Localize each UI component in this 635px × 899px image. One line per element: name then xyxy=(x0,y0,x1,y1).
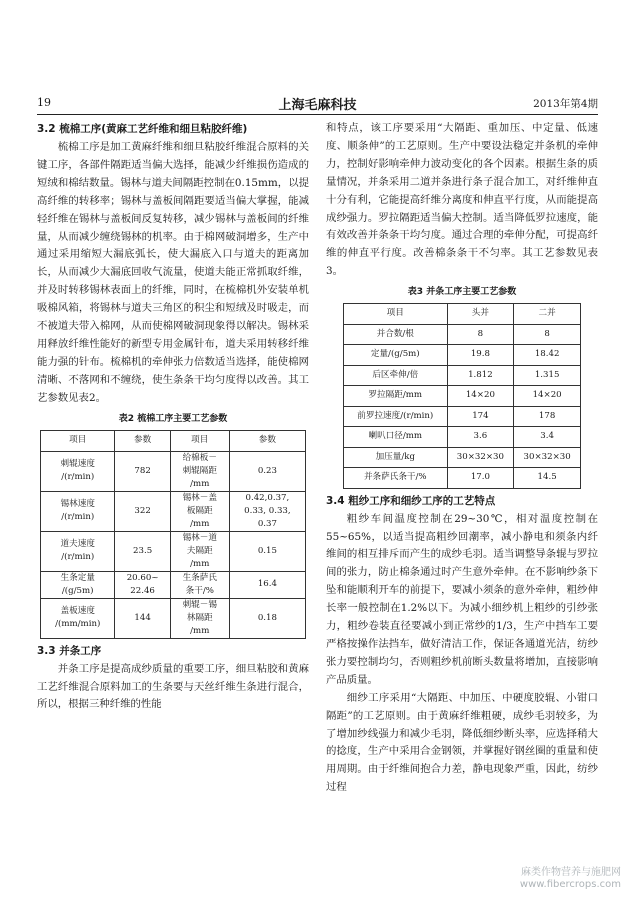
table-row xyxy=(41,451,306,491)
table-row xyxy=(344,386,581,407)
section-3-4-paragraph-2: 细纱工序采用“大隔距、中加压、中硬度胶辊、小钳口隔距”的工艺原则。由于黄麻纤维粗硬，成纱毛羽较多，为了增加纱线强力和减少毛羽，降低细纱断头率，应选择稍大的捻度，生产中采用合金钢领，并掌握好钢丝圈的重量和使用周期。由于纤维间抱合力差，静电现象严重，因此，纺纱过程 xyxy=(326,691,598,794)
table-cell: 1.315 xyxy=(514,365,581,386)
table-cell: 17.0 xyxy=(447,468,514,489)
table-cell: 174 xyxy=(447,406,514,427)
table-row xyxy=(41,531,306,571)
watermark-line-2: www.fibercrops.com xyxy=(519,879,621,890)
table-row xyxy=(344,447,581,468)
table-row xyxy=(41,598,306,638)
table-cell: 加压量/kg xyxy=(344,447,448,468)
table-cell: 锡林－盖 板隔距 /mm xyxy=(170,491,229,531)
table-cell: 并合数/根 xyxy=(344,324,448,345)
table-header-cell: 二并 xyxy=(514,304,581,325)
table-row xyxy=(344,324,581,345)
table-header-row xyxy=(41,430,306,451)
table-cell: 178 xyxy=(514,406,581,427)
table-cell: 1.812 xyxy=(447,365,514,386)
table-cell: 144 xyxy=(115,598,170,638)
section-3-3-title: 3.3 并条工序 xyxy=(37,644,102,657)
table-cell: 并条萨氏条干/% xyxy=(344,468,448,489)
table-cell: 0.23 xyxy=(229,451,305,491)
site-watermark xyxy=(520,867,621,891)
table-cell: 322 xyxy=(115,491,170,531)
table-cell: 0.42,0.37, 0.33, 0.33, 0.37 xyxy=(229,491,305,531)
table-cell: 14.5 xyxy=(514,468,581,489)
table-cell: 30×32×30 xyxy=(514,447,581,468)
table-row xyxy=(344,468,581,489)
section-3-4-paragraph-1: 粗纱车间温度控制在29~30℃，相对温度控制在55~65%，以适当提高粗纱回潮率，减小静电和须条内纤维间的相互排斥而产生的成纱毛羽。适当调整导条辊与罗拉间的张力，防止棉条通过时产生意外牵伸。在不影响纱条下坠和能顺利开车的前提下，要减小须条的意外牵伸，粗纱伸长率一般控制在1.2%以下。为减小细纱机上粗纱的引纱张力，粗纱卷装直径要减小到正常纱的1/3，生产中挡车工要严格按操作法挡车，做好清洁工作，保证各通道光洁，纺纱张力要控制均匀，否则粗纱机前断头数量将增加，直接影响产品质量。 xyxy=(326,512,598,686)
right-column xyxy=(326,120,598,797)
table-cell: 前罗拉速度/(r/min) xyxy=(344,406,448,427)
table-2-caption: 表2 梳棉工序主要工艺参数 xyxy=(118,413,228,424)
table-cell: 0.18 xyxy=(229,598,305,638)
table-cell: 给棉板－ 刺辊隔距 /mm xyxy=(170,451,229,491)
table-cell: 3.4 xyxy=(514,427,581,448)
table-cell: 锡林－道 夫隔距 /mm xyxy=(170,531,229,571)
section-3-3-paragraph-continued: 和特点，该工序要采用“大隔距、重加压、中定量、低速度、顺条伸”的工艺原则。生产中要设法稳定并条机的牵伸力，控制好影响牵伸力波动变化的各个因素。根据生条的质量情况，并条采用二道并条进行条子混合加工，对纤维伸直十分有利，它能提高纤维分离度和伸直平行度，从而能提高成纱强力。罗拉隔距适当偏大控制。适当降低罗拉速度，能有效改善并条条干均匀度。通过合理的牵伸分配，可提高纤维的伸直平行度。改善棉条条干不匀率。其工艺参数见表3。 xyxy=(326,122,598,278)
section-3-2-title: 3.2 梳棉工序(黄麻工艺纤维和细旦粘胶纤维) xyxy=(37,123,248,135)
table-row xyxy=(344,345,581,366)
section-3-2-paragraph: 梳棉工序是加工黄麻纤维和细旦粘胶纤维混合原料的关键工序，各部件隔距适当偏大选择，能减少纤维损伤造成的短绒和棉结数量。锡林与道夫间隔距控制在0.15mm，以提高纤维的转移率；锡林与盖板间隔距要适当偏大掌握，能减轻纤维在锡林与盖板间反复转移，减少锡林与盖板间的纤维量，从而减少缠绕锡林的机率。由于棉网破洞增多，生产中通过采用缩短大漏底弧长，使大漏底入口与道夫的距离加长，从而减少大漏底回收气流量，使道夫能正常抓取纤维，并及时转移锡林表面上的纤维，同时，在梳棉机外安装单机吸棉风箱，将锡林与道夫三角区的积尘和短绒及时吸走，而不被道夫带入棉网，从而使棉网破洞现象得以解决。锡林采用释放纤维性能好的新型专用金属针布，道夫采用转移纤维能力强的针布。梳棉机的牵伸张力倍数适当选择，能使棉网清晰、不落网和不缠绕，使生条条干均匀度得以改善。其工艺参数见表2。 xyxy=(37,141,309,404)
section-3-4-title: 3.4 粗纱工序和细纱工序的工艺特点 xyxy=(326,494,496,507)
table-cell: 锡林速度 /(r/min) xyxy=(41,491,115,531)
table-cell: 刺辊速度 /(r/min) xyxy=(41,451,115,491)
table-header-cell: 项目 xyxy=(41,430,115,451)
table-cell: 14×20 xyxy=(514,386,581,407)
table-3 xyxy=(343,303,581,489)
table-cell: 生条萨氏 条干/% xyxy=(170,571,229,598)
table-cell: 8 xyxy=(447,324,514,345)
table-row xyxy=(41,571,306,598)
table-cell: 20.60~ 22.46 xyxy=(115,571,170,598)
table-cell: 16.4 xyxy=(229,571,305,598)
table-cell: 19.8 xyxy=(447,345,514,366)
section-3-3-paragraph: 并条工序是提高成纱质量的重要工序，细旦粘胶和黄麻工艺纤维混合原料加工的生条要与天丝纤维生条进行混合，所以，根据三种纤维的性能 xyxy=(37,662,309,711)
table-header-cell: 项目 xyxy=(344,304,448,325)
table-cell: 0.15 xyxy=(229,531,305,571)
table-header-cell: 头并 xyxy=(447,304,514,325)
table-cell: 14×20 xyxy=(447,386,514,407)
table-cell: 罗拉隔距/mm xyxy=(344,386,448,407)
table-cell: 23.5 xyxy=(115,531,170,571)
table-cell: 盖板速度 /(mm/min) xyxy=(41,598,115,638)
journal-name: 上海毛麻科技 xyxy=(278,98,357,113)
table-row xyxy=(344,365,581,386)
table-cell: 8 xyxy=(514,324,581,345)
table-cell: 30×32×30 xyxy=(447,447,514,468)
table-cell: 生条定量 /(g/5m) xyxy=(41,571,115,598)
table-header-cell: 参数 xyxy=(229,430,305,451)
table-header-cell: 项目 xyxy=(170,430,229,451)
table-cell: 刺辊－锡 林隔距 /mm xyxy=(170,598,229,638)
table-row xyxy=(41,491,306,531)
table-cell: 道夫速度 /(r/min) xyxy=(41,531,115,571)
table-2 xyxy=(40,430,306,639)
table-cell: 18.42 xyxy=(514,345,581,366)
table-row xyxy=(344,406,581,427)
table-cell: 后区牵伸/倍 xyxy=(344,365,448,386)
running-header xyxy=(37,94,598,115)
issue-label: 2013年第4期 xyxy=(533,98,598,110)
table-cell: 3.6 xyxy=(447,427,514,448)
table-row xyxy=(344,427,581,448)
left-column xyxy=(37,120,309,714)
table-header-cell: 参数 xyxy=(115,430,170,451)
table-3-caption: 表3 并条工序主要工艺参数 xyxy=(407,287,517,298)
table-header-row xyxy=(344,304,581,325)
table-cell: 定量/(g/5m) xyxy=(344,345,448,366)
table-cell: 782 xyxy=(115,451,170,491)
watermark-line-1: 麻类作物营养与施肥网 xyxy=(521,867,621,878)
table-cell: 喇叭口径/mm xyxy=(344,427,448,448)
page-number: 19 xyxy=(37,96,51,109)
